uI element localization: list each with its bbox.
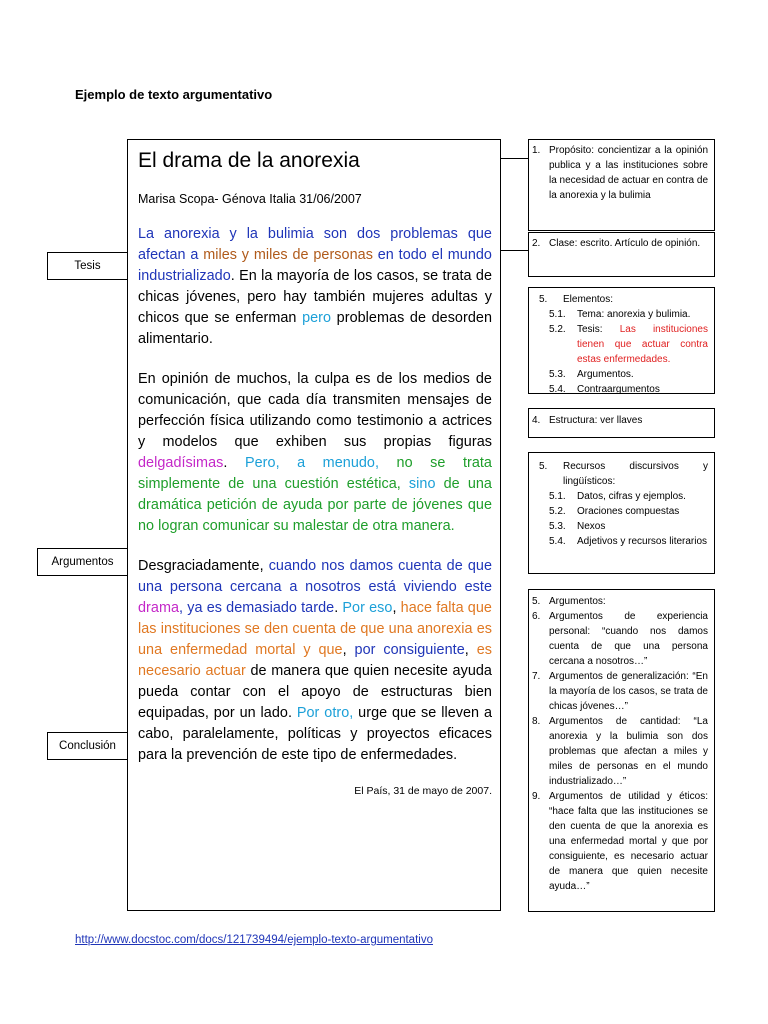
box3-i1-num: 5.1.	[549, 309, 566, 320]
side-box-proposito	[528, 139, 715, 231]
p3-s1: Desgraciadamente,	[138, 558, 269, 574]
box3-i4-num: 5.4.	[549, 384, 566, 395]
article-source: El País, 31 de mayo de 2007.	[354, 785, 492, 797]
p1-s3: en todo el mundo industrializado	[138, 247, 492, 284]
box3-i3-num: 5.3.	[549, 369, 566, 380]
p3-s2: cuando nos damos cuenta de que una persona cercana a nosotros está viviendo este	[138, 558, 492, 595]
box5-i1-num: 5.1.	[549, 491, 566, 502]
p3-s13: de manera que quien necesite ayuda pueda contar con el apoyo de estructuras bien equipadas, por un lado.	[138, 663, 492, 721]
connector-line-1	[501, 158, 528, 159]
p3-s3: drama	[138, 600, 180, 616]
box6-i2-text: Argumentos de experiencia personal: “cuando nos damos cuenta de que una persona cercana a nosotros…”	[549, 611, 708, 667]
p3-s10: por consiguiente	[354, 642, 465, 658]
box3-title: Elementos:	[563, 294, 614, 305]
box3-i3-text: Argumentos.	[577, 369, 634, 380]
source-link[interactable]: http://www.docstoc.com/docs/121739494/ejemplo-texto-argumentativo	[75, 934, 433, 946]
label-conclusion: Conclusión	[47, 732, 128, 760]
box5-title: Recursos discursivos y lingüísticos:	[563, 461, 708, 487]
article-title: El drama de la anorexia	[138, 149, 360, 172]
box6-i1-num: 5.	[532, 596, 541, 607]
box3-i2-num: 5.2.	[549, 324, 566, 335]
label-tesis: Tesis	[47, 252, 128, 280]
side-box-estructura	[528, 408, 715, 438]
p3-s6: Por eso	[342, 600, 393, 616]
p2-s6: sino	[408, 476, 436, 492]
p3-s11: ,	[464, 642, 477, 658]
box6-i3-num: 7.	[532, 671, 541, 682]
p2-s2: delgadísimas	[138, 455, 224, 471]
box5-i3-num: 5.3.	[549, 521, 566, 532]
box6-i1-text: Argumentos:	[549, 596, 606, 607]
label-argumentos: Argumentos	[37, 548, 128, 576]
box5-i3-text: Nexos	[577, 521, 606, 532]
p1-s1: La anorexia y la bulimia son dos problemas que afectan a	[138, 226, 492, 263]
paragraph-thesis	[138, 224, 492, 350]
box3-i4-text: Contraargumentos	[577, 384, 660, 395]
p1-s6: problemas de desorden alimentario.	[138, 310, 492, 347]
p3-s7: ,	[392, 600, 401, 616]
article-author: Marisa Scopa- Génova Italia 31/06/2007	[138, 192, 362, 206]
box6-i2-num: 6.	[532, 611, 541, 622]
p2-s3: .	[223, 455, 245, 471]
box5-i2-text: Oraciones compuestas	[577, 506, 680, 517]
box3-i2-text: Las instituciones tienen que actuar contra estas enfermedades.	[577, 324, 708, 365]
box6-i5-text: Argumentos de utilidad y éticos: “hace falta que las instituciones se den cuenta de que la anorexia es una enfermedad mortal y que por consiguiente, es necesario actuar de manera que quien necesite ayuda…”	[549, 791, 708, 892]
side-box-elementos	[528, 287, 715, 394]
box1-num: 1.	[532, 145, 541, 156]
side-box-recursos	[528, 452, 715, 574]
box3-i2	[577, 322, 708, 367]
article-box	[127, 139, 501, 911]
p3-s9: ,	[342, 642, 355, 658]
paragraph-arguments	[138, 369, 492, 537]
box5-i4-text: Adjetivos y recursos literarios	[577, 536, 708, 547]
p1-s4: . En la mayoría de los casos, se trata de chicas jóvenes, pero hay también mujeres adultas y chicos que se enferman	[138, 268, 492, 326]
p3-s8: hace falta que las instituciones se den cuenta de que una anorexia es una enfermedad mortal y que	[138, 600, 492, 658]
page-heading: Ejemplo de texto argumentativo	[75, 87, 273, 102]
box2-text: Clase: escrito. Artículo de opinión.	[549, 238, 701, 249]
side-box-argumentos	[528, 589, 715, 912]
p1-s2: miles y miles de personas	[203, 247, 373, 263]
p2-s1: En opinión de muchos, la culpa es de los medios de comunicación, que cada día transmiten mensajes de perfección física utilizando como testimonio a actrices y modelos que exhiben sus propias figuras	[138, 371, 492, 450]
box3-i2-label: Tesis:	[577, 324, 620, 335]
p3-s15: urge que se lleven a cabo, paralelamente, políticas y proyectos eficaces para la prevención de este tipo de enfermedades.	[138, 705, 493, 763]
p3-s4: , ya es demasiado tarde	[179, 600, 335, 616]
side-box-clase	[528, 232, 715, 277]
p2-s4: Pero, a menudo,	[244, 455, 380, 471]
p3-s14: Por otro,	[296, 705, 354, 721]
paragraph-conclusion	[138, 556, 492, 766]
box2-num: 2.	[532, 238, 541, 249]
box5-i4-num: 5.4.	[549, 536, 566, 547]
box4-text: Estructura: ver llaves	[549, 415, 643, 426]
box3-num: 5.	[539, 294, 548, 305]
p2-s7: de una dramática petición de ayuda por parte de jóvenes que no logran comunicar su malestar de otra manera.	[138, 476, 492, 534]
box3-i1-text: Tema: anorexia y bulimia.	[577, 309, 691, 320]
p1-s5: pero	[302, 310, 332, 326]
box5-i2-num: 5.2.	[549, 506, 566, 517]
connector-line-2	[501, 250, 528, 251]
box1-text: Propósito: concientizar a la opinión publica y a las instituciones sobre la necesidad de actuar en contra de la anorexia y la bulimia	[549, 145, 708, 201]
p3-s12: es necesario actuar	[138, 642, 492, 679]
box6-i3-text: Argumentos de generalización: “En la mayoría de los casos, se trata de chicas jóvenes…”	[549, 671, 708, 712]
box4-num: 4.	[532, 415, 541, 426]
box6-i4-text: Argumentos de cantidad: “La anorexia y la bulimia son dos problemas que afectan a miles y miles de personas en el mundo industrializado…”	[549, 716, 708, 787]
box5-num: 5.	[539, 461, 548, 472]
p2-s5: no se trata simplemente de una cuestión estética,	[138, 455, 492, 492]
box5-i1-text: Datos, cifras y ejemplos.	[577, 491, 686, 502]
box6-i4-num: 8.	[532, 716, 541, 727]
p3-s5: .	[334, 600, 343, 616]
box6-i5-num: 9.	[532, 791, 541, 802]
